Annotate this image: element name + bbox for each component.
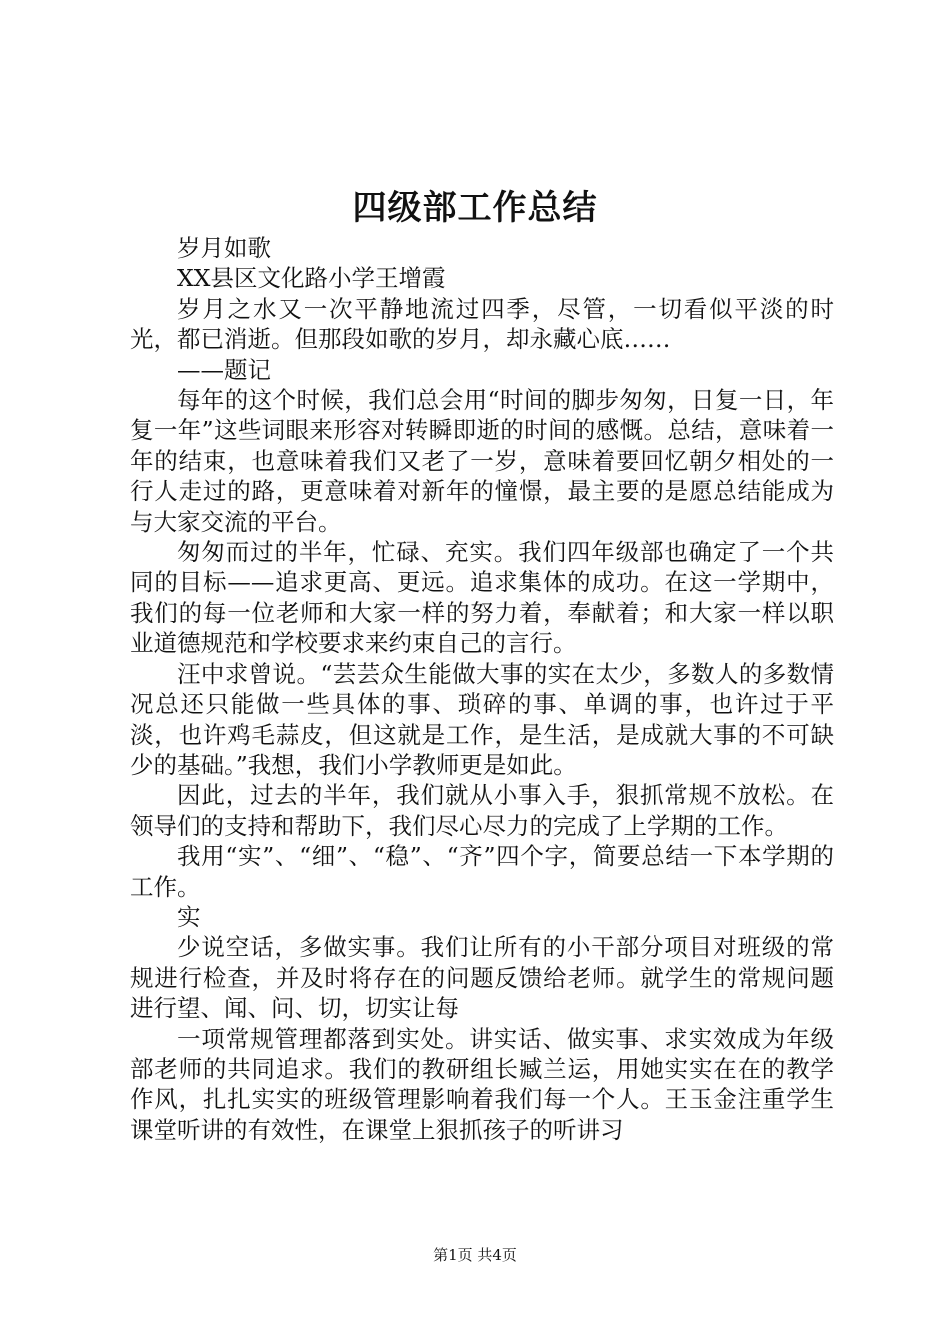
paragraph: 汪中求曾说。“芸芸众生能做大事的实在太少，多数人的多数情况总还只能做一些具体的事、琐碎的事、单调的事，也许过于平淡，也许鸡毛蒜皮，但这就是工作，是生活，是成就大事的不可缺少的基础。”我想，我们小学教师更是如此。 — [130, 659, 834, 779]
document-title: 四级部工作总结 — [352, 188, 598, 228]
document-body — [130, 233, 834, 1145]
paragraph: 我用“实”、“细”、“稳”、“齐”四个字，简要总结一下本学期的工作。 — [130, 842, 834, 901]
paragraph: 一项常规管理都落到实处。讲实话、做实事、求实效成为年级部老师的共同追求。我们的教研组长臧兰运，用她实实在在的教学作风，扎扎实实的班级管理影响着我们每一个人。王玉金注重学生课堂听讲的有效性，在课堂上狠抓孩子的听讲习 — [130, 1024, 834, 1144]
paragraph-author: XX县区文化路小学王增霞 — [177, 264, 446, 293]
paragraph: 匆匆而过的半年，忙碌、充实。我们四年级部也确定了一个共同的目标——追求更高、更远。追求集体的成功。在这一学期中，我们的每一位老师和大家一样的努力着，奉献着；和大家一样以职业道德规范和学校要求来约束自己的言行。 — [130, 538, 834, 658]
section-heading: 实 — [177, 902, 201, 931]
paragraph-epigraph: 岁月之水又一次平静地流过四季，尽管，一切看似平淡的时光，都已消逝。但那段如歌的岁月，却永藏心底…… — [130, 294, 834, 354]
paragraph: 少说空话，多做实事。我们让所有的小干部分项目对班级的常规进行检查，并及时将存在的问题反馈给老师。就学生的常规问题进行望、闻、问、切，切实让每 — [130, 933, 834, 1023]
paragraph-subtitle: 岁月如歌 — [177, 234, 271, 262]
paragraph: 因此，过去的半年，我们就从小事入手，狠抓常规不放松。在领导们的支持和帮助下，我们尽心尽力的完成了上学期的工作。 — [130, 781, 834, 840]
page-footer: 第1页 共4页 — [433, 1246, 517, 1264]
paragraph-epigraph-source: ——题记 — [177, 355, 271, 384]
paragraph: 每年的这个时候，我们总会用“时间的脚步匆匆，日复一日，年复一年”这些词眼来形容对转瞬即逝的时间的感慨。总结，意味着一年的结束，也意味着我们又老了一岁，意味着要回忆朝夕相处的一行人走过的路，更意味着对新年的憧憬，最主要的是愿总结能成为与大家交流的平台。 — [130, 386, 834, 536]
